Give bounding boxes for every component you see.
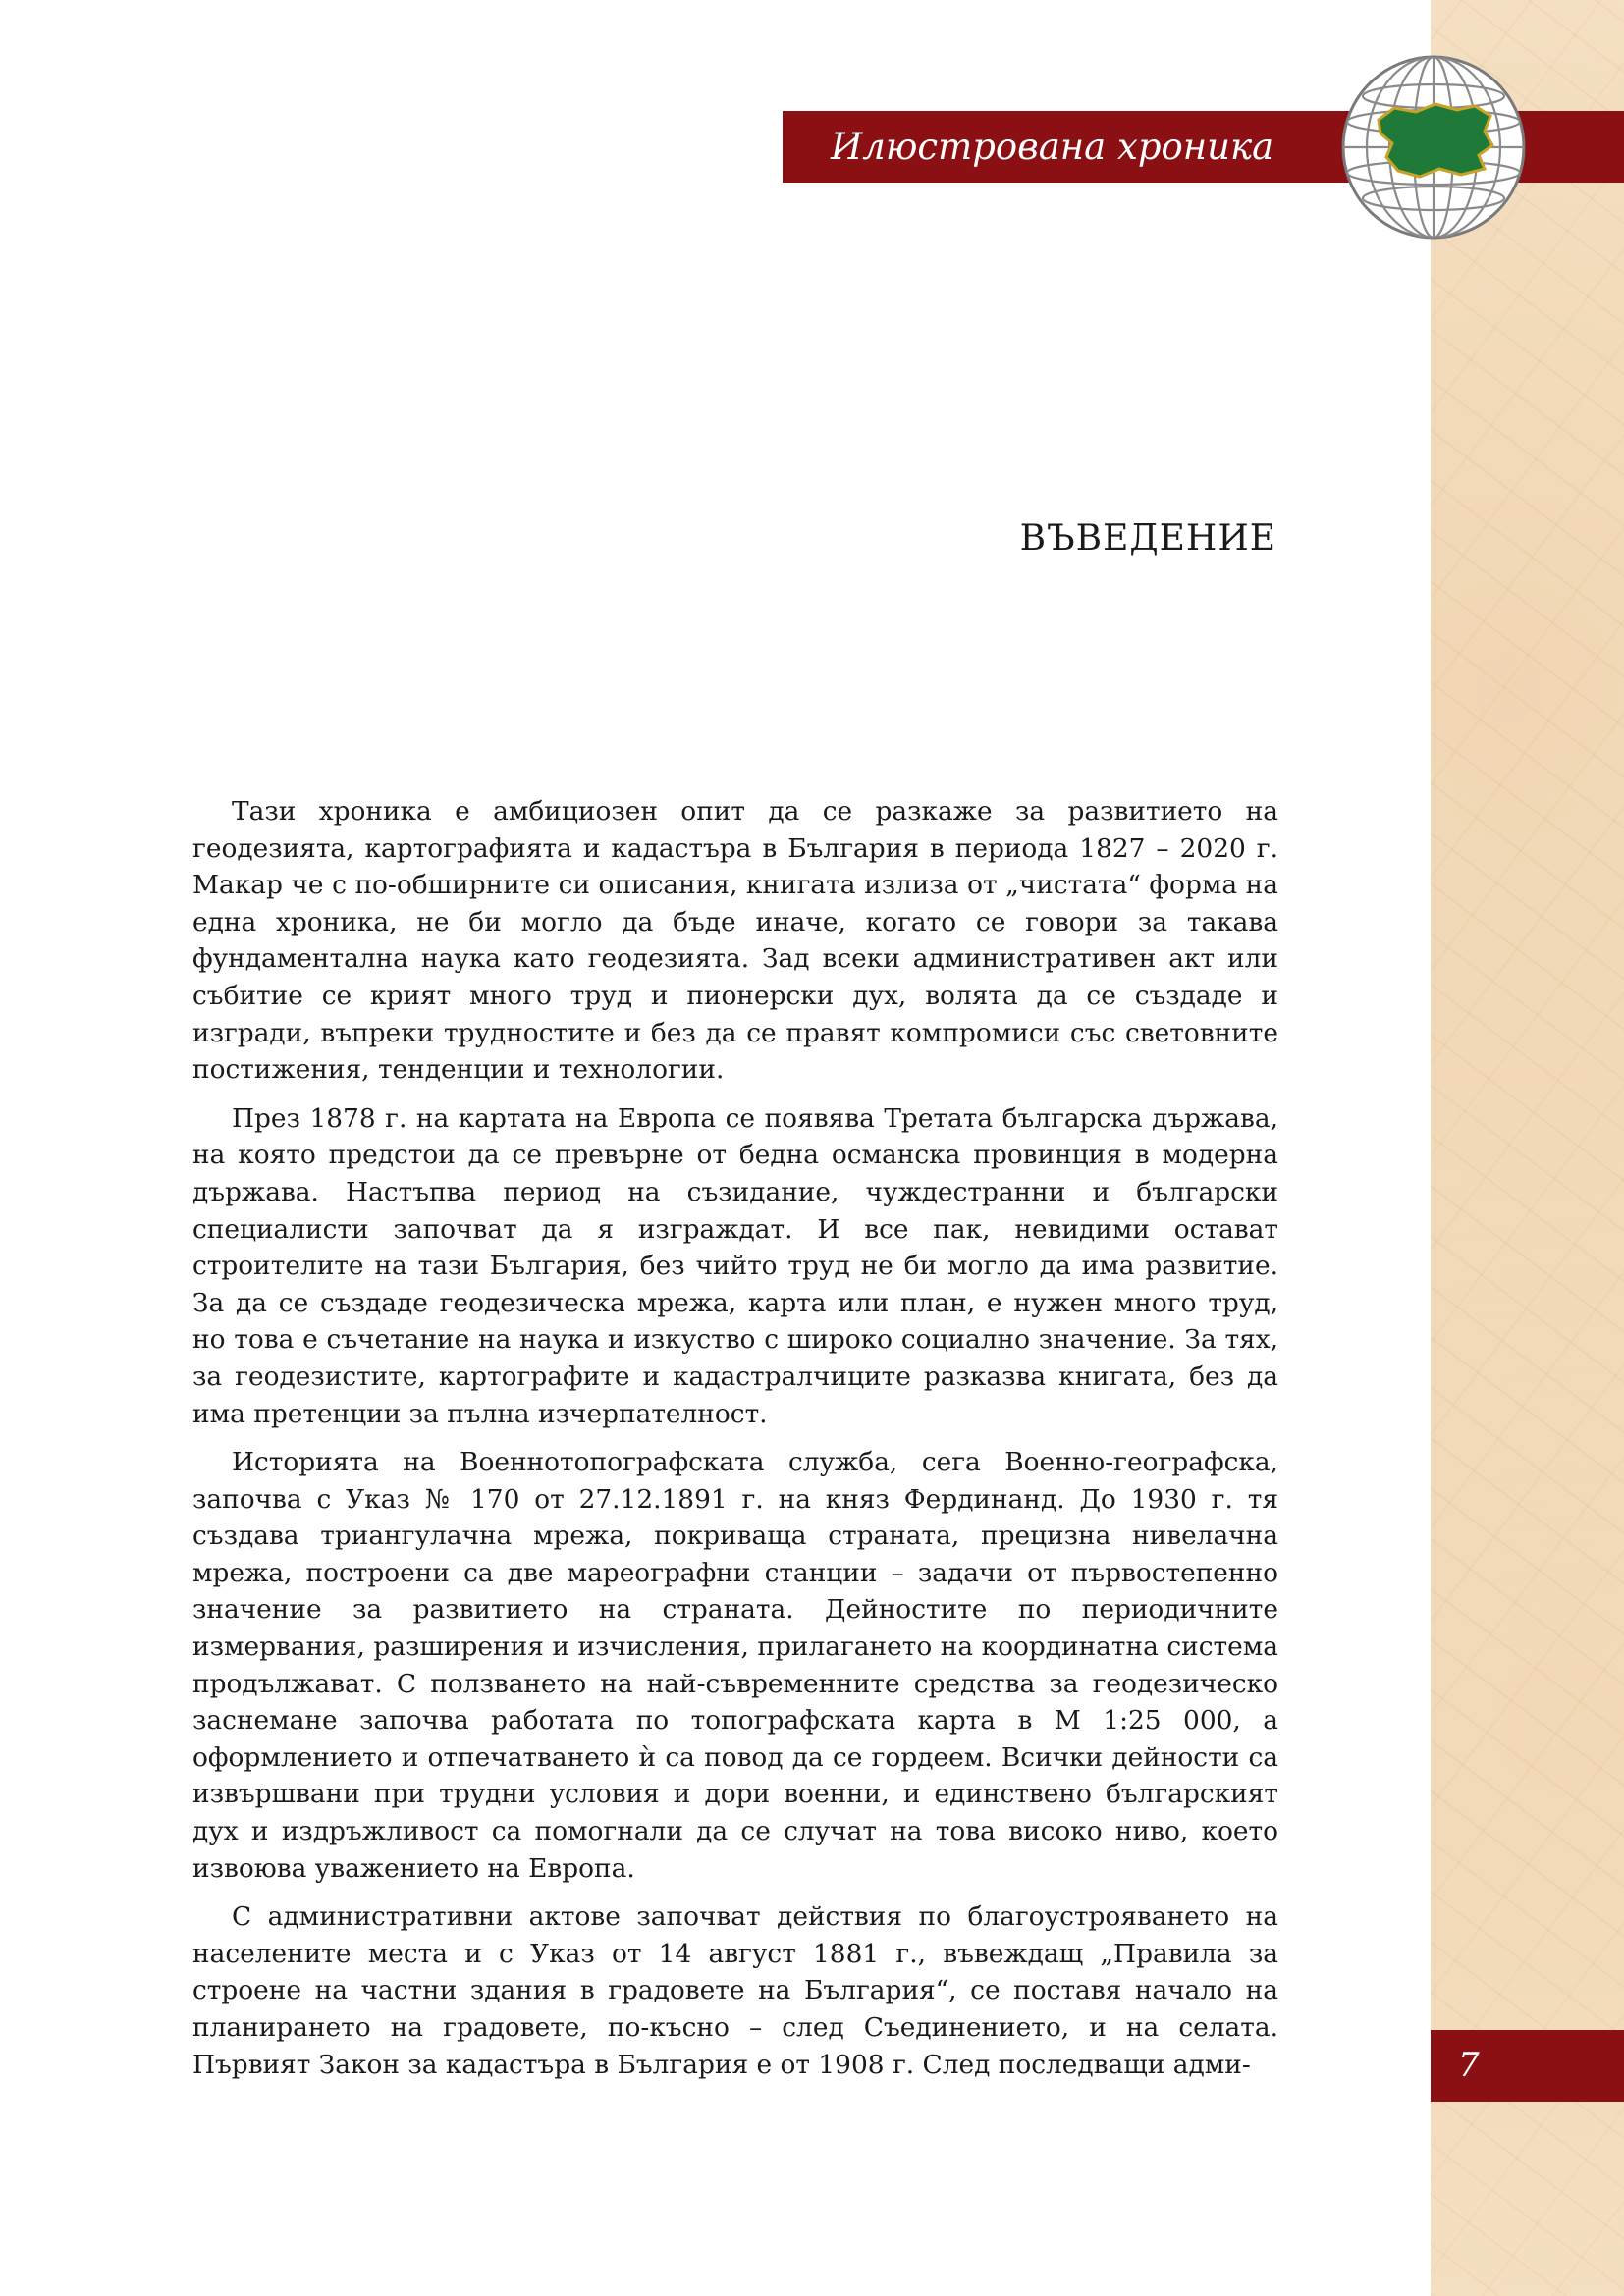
globe-bulgaria-logo [1337, 51, 1530, 243]
paragraph: През 1878 г. на картата на Европа се появява Третата българска държава, на която предстои да се превърне от бедна османска провинция в модерна държава. Настъпва период на съзидание, чуждестранни и български специалисти започват да я изграждат. И все пак, невидими остават строителите на тази България, без чийто труд не би могло да има развитие. За да се създаде геодезическа мрежа, карта или план, е нужен много труд, но това е съчетание на наука и изкуство с широко социално значение. За тях, за геодезистите, картографите и кадастралчиците разказва книгата, без да има претенции за пълна изчерпателност. [192, 1102, 1278, 1429]
bulgaria-map-icon [1379, 104, 1492, 177]
paragraph: Тази хроника е амбициозен опит да се разкаже за развитието на геодезията, картографията и кадастъра в България в периода 1827 – 2020 г. Макар че с по-обширните си описания, книгата излиза от „чистата“ форма на една хроника, не би могло да бъде иначе, когато се говори за такава фундаментална наука като геодезията. Зад всеки административен акт или събитие се крият много труд и пионерски дух, волята да се създаде и изгради, въпреки трудностите и без да се правят компромиси със световните постижения, тенденции и технологии. [192, 796, 1278, 1086]
running-header-title: Илюстрована хроника [831, 126, 1274, 168]
decorative-map-strip [1431, 0, 1624, 2296]
paragraph: С административни актове започват действия по благоустрояването на населените места и с Указ от 14 август 1881 г., въвеждащ „Правила за строене на частни здания в градовете на България“, се поставя начало на планирането на градовете, по-късно – след Съединението, и на селата. Първият Закон за кадастъра в България е от 1908 г. След последващи адми- [192, 1901, 1278, 2080]
body-text [192, 793, 1278, 2095]
paragraph: Историята на Военнотопографската служба, сега Военно-географска, започва с Указ № 170 от 27.12.1891 г. на княз Фердинанд. До 1930 г. тя създава триангулачна мрежа, покриваща страната, прецизна нивелачна мрежа, построени са две мареографни станции – задачи от първостепенно значение за развитието на страната. Дейностите по периодичните измервания, разширения и изчисления, прилагането на координатна система продължават. С ползването на най-съвременните средства за геодезическо заснемане започва работата по топографската карта в М 1:25 000, а оформлението и отпечатването ѝ са повод да се гордеем. Всички дейности са извършвани при трудни условия и дори военни, и единствено българският дух и издръжливост са помогнали да се случат на това високо ниво, което извоюва уважението на Европа. [192, 1447, 1278, 1884]
page-number: 7 [1458, 2046, 1480, 2085]
section-title: ВЪВЕДЕНИЕ [1019, 518, 1276, 559]
